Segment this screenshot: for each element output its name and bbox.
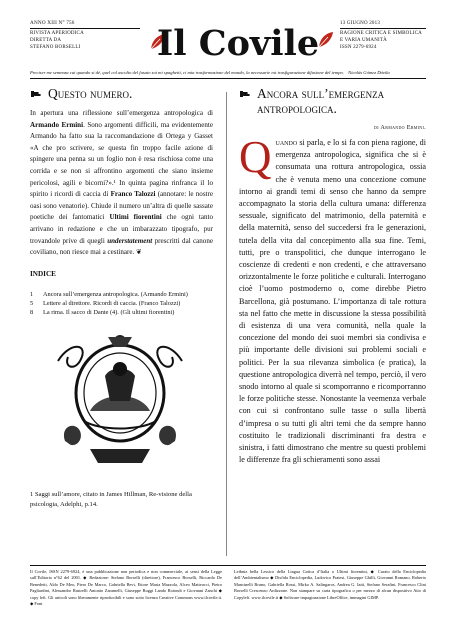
section-heading-text: Questo numero.	[48, 86, 133, 101]
text-run: . Sono argomenti difficili, ma evidentemente Armando ha fatto sua la raccomandazione di Ortega y Gasset «A che pro scrivere, se questa fin troppo facile azione di spingere una penna su un foglio non è resa rischiosa come una corrida e se non si affrontino argomenti che siano insieme pericolosi, agili e bicorni?».¹ In quinta pagina rinfranca il lo spirito i ricordi di caccia di	[30, 120, 213, 199]
masthead-left-line: DIRETTA DA	[30, 38, 62, 43]
colophon-left: Il Covile, ISSN 2279-6924, è una pubblicazione non periodica e non commerciale, ai sensi della Legge sull’Editoria n°62 del 2001. ◆ Redazione: Stefano Borselli (direttore), Francesco Borselli, Riccardo De Benedetti, Aldo De Meo, Piero De Marco, Gabriella Bevi, Ettore Maria Mazzola, Alceo Matteucci, Pietro Pagliardini, Alessandro Rastrelli Antonio Zaramelli, Giuseppe Ruggi Lando Rotondi e Giovanni Zanchi ◆ copy left. Gli articoli sono liberamente riproducibili e sono sotto licenza Creative Commons www.ilcovile.it. ◆ Font	[30, 569, 222, 607]
article-title: Ancora sull’emergenza antropologica.	[257, 86, 385, 116]
right-column	[239, 86, 426, 466]
index-item[interactable]	[30, 299, 213, 308]
index-title: Ancora sull’emergenza antropologica. (Armando Ermini)	[43, 290, 188, 298]
editorial-text	[30, 108, 213, 259]
index-page: 5	[30, 299, 34, 307]
masthead-title-wrap	[140, 22, 336, 68]
masthead-issn: ISSN 2279-6924	[340, 45, 377, 50]
index-title: Lettere al direttore. Ricordi di caccia. (Franco Talozzi)	[43, 299, 181, 307]
section-heading	[30, 86, 213, 101]
article-body	[239, 132, 426, 466]
dropcap: Q	[239, 132, 272, 182]
masthead-right	[340, 20, 426, 51]
page-title: Il Covile	[156, 23, 320, 64]
text-run: che ogni tanto arrivano in redazione e che un imbarazzato tipografo, pur trovandole prive di quegli	[30, 213, 214, 245]
lead-word: uando	[275, 138, 298, 147]
index-item[interactable]	[30, 290, 213, 299]
masthead-left	[30, 20, 140, 51]
pointing-hand-icon	[239, 89, 253, 99]
colophon-right: Leibniz bella Lessico della Lingua Gotica d’Italia o Ultimi fiorentini, ◆ Curato della Enciclopedia dell’Ambientalismo ◆ Disfida Enciclopedia, Ludovico Pratesi, Giuseppe Ghilli, Giovanni Romano, Roberto Mancinelli Bruno, Gabriella Rossi, Mirko A. Salingaros, Andrea G. Iatti, Stefano Serafini, Francesco Clini Borselli Crescenzo Ardizzone. Non stampare su carta tipografica o per mezzo di alcun dispositivo Atto di Copyleft. www.ilcovile.it ◆ Software impaginazione LibreOffice, immagini GIMP.	[234, 569, 426, 600]
motto-author: Nicolás Gómez Dávila	[348, 70, 390, 75]
index-page: 8	[30, 309, 34, 317]
text-run: prescritti dal canone coviliano, non riesce mai a cestinare. ❦	[30, 236, 213, 257]
motto	[30, 70, 426, 76]
engraving-illustration	[50, 331, 190, 469]
colophon	[30, 565, 426, 607]
text-run: (annotare: le nostre oasi sono venatorie). Chiude il numero un’altra di quelle sassate poetiche dei fantomatici	[30, 190, 213, 222]
index-heading: INDICE	[30, 269, 56, 278]
text-run: In apertura una riflessione sull’emergenza antropologica di	[30, 109, 213, 117]
footnote: 1 Saggi sull’amore, citato in James Hillman, Re-visione della psicologia, Adelphi, p.14.	[30, 491, 192, 509]
pointing-hand-icon	[30, 89, 44, 99]
article-text: si parla, e lo si fa con piena ragione, di emergenza antropologica, significa che si è consumata una rottura antropologica, ossia che è venuta meno una concezione comune intorno ai grandi temi di senso che hanno da sempre accompagnato la storia della cultura umana: differenza sessuale, significato del matrimonio, della paternità e della maternità, senso del succedersi fra le generazioni, tutela della vita dal concepimento alla sua fine. Temi, tutti, pre o transpolitici, che dunque interrogano le coscienze di credenti e non credenti, e che attraversano orizzontalmente le forze politiche e culturali. Interrogano cioè l’uomo postmoderno o, come direbbe Pietro Barcellona, già postumano. L’importanza di tale rottura sta nel fatto che mette in discussione la stessa possibilità di esistenza di una vera comunità, nella quale la concezione del mondo dei suoi membri sia condivisa e più importante delle divisioni sui problemi sociali e politici. Per la sua rilevanza simbolica (e pratica), la questione antropologica diverrà nel tempo, perciò, il vero snodo intorno al quale si scomporranno e ricomporranno le forze politiche stesse. Nonostante la veemenza verbale con cui si confrontano sulle tasse o sulla libertà d’impresa o su tutti gli altri temi che da sempre hanno costituito le tradizionali discriminanti fra destra e sinistra, i fatti dimostrano che mentre su questi problemi le differenze fra gli schieramenti sono assai	[239, 138, 426, 465]
column-divider	[226, 92, 227, 556]
motto-text: Preciser me semenza cui quando si dé, quel col ascolto del fasato soi mi spaghetti, ci mia trasformazione del mondo, la necessarie est trasfigurazione difusione del tempo.	[30, 70, 344, 75]
masthead-left-line: STEFANO BORSELLI	[30, 45, 81, 50]
masthead-right-line: E VARIA UMANITÀ	[340, 38, 387, 43]
index-page: 1	[30, 290, 34, 298]
divider	[340, 28, 426, 29]
masthead-date: 13 GIUGNO 2013	[340, 21, 381, 26]
article-heading	[239, 86, 426, 116]
divider	[30, 28, 140, 29]
colophon-columns	[30, 569, 426, 607]
masthead-left-line: RIVISTA APERIODICA	[30, 31, 84, 36]
masthead-issue: ANNO XIII N° 756	[30, 20, 75, 26]
author-name: Ultimi fiorentini	[109, 213, 162, 222]
author-name: Franco Talozzi	[110, 190, 156, 199]
index-list	[30, 290, 213, 318]
author-name: Armando Ermini	[30, 120, 84, 129]
masthead	[30, 20, 426, 68]
divider	[30, 78, 426, 79]
left-column	[30, 86, 213, 510]
emphasis: understatement	[107, 236, 153, 245]
masthead-right-line: RAGIONE CRITICA E SIMBOLICA	[340, 31, 422, 36]
byline: di Armando Ermini.	[374, 124, 426, 131]
leaf-ornament-icon	[316, 30, 336, 50]
index-item[interactable]	[30, 308, 213, 317]
index-title: La rima. Il sacco di Dante (4). (Gli ultimi fiorentini)	[43, 309, 175, 317]
